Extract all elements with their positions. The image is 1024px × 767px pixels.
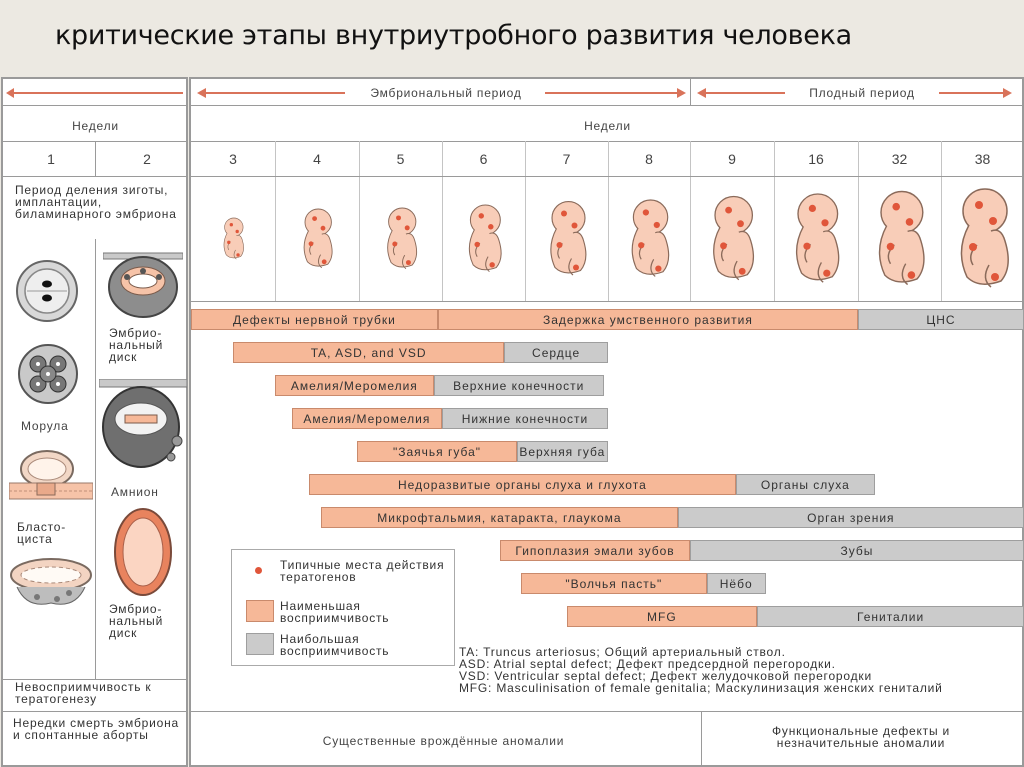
- bar-least-11: Недоразвитые органы слуха и глухота: [309, 474, 737, 495]
- week-4: 4: [313, 151, 321, 167]
- week-3: 3: [229, 151, 237, 167]
- week-divider: [690, 141, 691, 301]
- legend-most-swatch: [246, 633, 274, 655]
- bar-most-4: Сердце: [504, 342, 608, 363]
- embryo-week-32-icon: [860, 181, 940, 296]
- right-weeks-header: Недели: [584, 119, 631, 133]
- week-5: 5: [396, 151, 405, 167]
- legend: [231, 549, 455, 666]
- footer-major: Существенные врождённые аномалии: [322, 734, 565, 748]
- week-16: 16: [808, 151, 824, 167]
- bar-most-18: Нёбо: [707, 573, 766, 594]
- left-week-2: 2: [143, 151, 151, 167]
- embryo-week-5-icon: [361, 181, 441, 296]
- left-week-1: 1: [47, 151, 55, 167]
- fetal-period-label: Плодный период: [809, 86, 915, 100]
- bar-least-9: "Заячья губа": [357, 441, 516, 462]
- morula-icon: [17, 343, 79, 405]
- blastocyst-icon: [9, 447, 93, 503]
- embryo-week-4-icon: [277, 181, 357, 296]
- legend-dot-text: Типичные места действия тератогенов: [280, 558, 445, 584]
- label-morula: Морула: [21, 419, 69, 433]
- legend-most-text: Наибольшая восприимчивость: [280, 632, 390, 658]
- embryo-week-9-icon: [692, 181, 772, 296]
- bar-most-16: Зубы: [690, 540, 1024, 561]
- abbr-mfg: MFG: Masculinisation of female genitalia; Маскулинизация женских гениталий: [459, 681, 943, 695]
- abbr-vsd: VSD: Ventricular septal defect; Дефект желудочковой перегородки: [459, 669, 872, 683]
- left-weeks-header: Недели: [72, 119, 119, 133]
- bar-least-7: Амелия/Меромелия: [292, 408, 442, 429]
- label-embryo-disc-2: Эмбрио-нальный диск: [109, 602, 164, 640]
- embryo-week-6-icon: [444, 181, 524, 296]
- left-panel: [1, 77, 188, 767]
- bar-most-10: Верхняя губа: [517, 441, 608, 462]
- week-6: 6: [479, 151, 488, 167]
- week-38: 38: [974, 151, 991, 167]
- abbr-asd: ASD: Atrial septal defect; Дефект предсердной перегородки.: [459, 657, 836, 671]
- bar-least-15: Гипоплазия эмали зубов: [500, 540, 690, 561]
- implanted-blastocyst-icon: [7, 553, 95, 613]
- week-7: 7: [562, 151, 571, 167]
- embryo-week-16-icon: [776, 181, 856, 296]
- bar-most-8: Нижние конечности: [442, 408, 608, 429]
- bar-most-20: Гениталии: [757, 606, 1024, 627]
- embryonic-disc-icon: [103, 251, 183, 321]
- embryonic-period-label: Эмбриональный период: [370, 86, 522, 100]
- embryo-week-38-icon: [943, 181, 1023, 296]
- bar-least-19: MFG: [567, 606, 758, 627]
- week-divider: [275, 141, 276, 301]
- bar-most-12: Органы слуха: [736, 474, 874, 495]
- label-embryo-disc-1: Эмбрио-нальный диск: [109, 326, 164, 364]
- label-blastocyst: Бласто-циста: [17, 520, 67, 546]
- footer-functional: Функциональные дефекты и незначительные аномалии: [771, 724, 951, 750]
- teratogen-dot-icon: [255, 567, 262, 574]
- label-amnion: Амнион: [111, 485, 159, 499]
- embryo-week-3-icon: [193, 181, 273, 296]
- left-footer: Нередки смерть эмбриона и спонтанные аборты: [13, 716, 179, 742]
- bar-least-17: "Волчья пасть": [521, 573, 707, 594]
- week-32: 32: [891, 151, 908, 167]
- legend-least-swatch: [246, 600, 274, 622]
- bar-most-2: ЦНС: [858, 309, 1024, 330]
- bar-most-14: Орган зрения: [678, 507, 1024, 528]
- insensitivity-text: Невосприимчивость к тератогенезу: [15, 680, 152, 706]
- week-9: 9: [728, 151, 736, 167]
- amnion-icon: [99, 379, 187, 474]
- zygote-icon: [15, 259, 79, 323]
- embryo-week-7-icon: [527, 181, 607, 296]
- bar-least-3: TA, ASD, and VSD: [233, 342, 504, 363]
- bar-least-5: Амелия/Меромелия: [275, 375, 434, 396]
- left-period-desc: Период деления зиготы, имплантации, биламинарного эмбриона: [15, 183, 177, 221]
- week-divider: [774, 141, 775, 301]
- bar-most-6: Верхние конечности: [434, 375, 604, 396]
- abbr-ta: TA: Truncus arteriosus; Общий артериальный ствол.: [459, 645, 786, 659]
- bar-least-0: Дефекты нервной трубки: [191, 309, 438, 330]
- abbreviations: [459, 646, 979, 694]
- page-title: критические этапы внутриутробного развития человека: [55, 20, 852, 51]
- bar-least-1: Задержка умственного развития: [438, 309, 858, 330]
- embryo-disc-oval-icon: [113, 507, 173, 597]
- bar-least-13: Микрофтальмия, катаракта, глаукома: [321, 507, 678, 528]
- week-8: 8: [645, 151, 653, 167]
- right-panel: [189, 77, 1024, 767]
- legend-least-text: Наименьшая восприимчивость: [280, 599, 390, 625]
- embryo-week-8-icon: [609, 181, 689, 296]
